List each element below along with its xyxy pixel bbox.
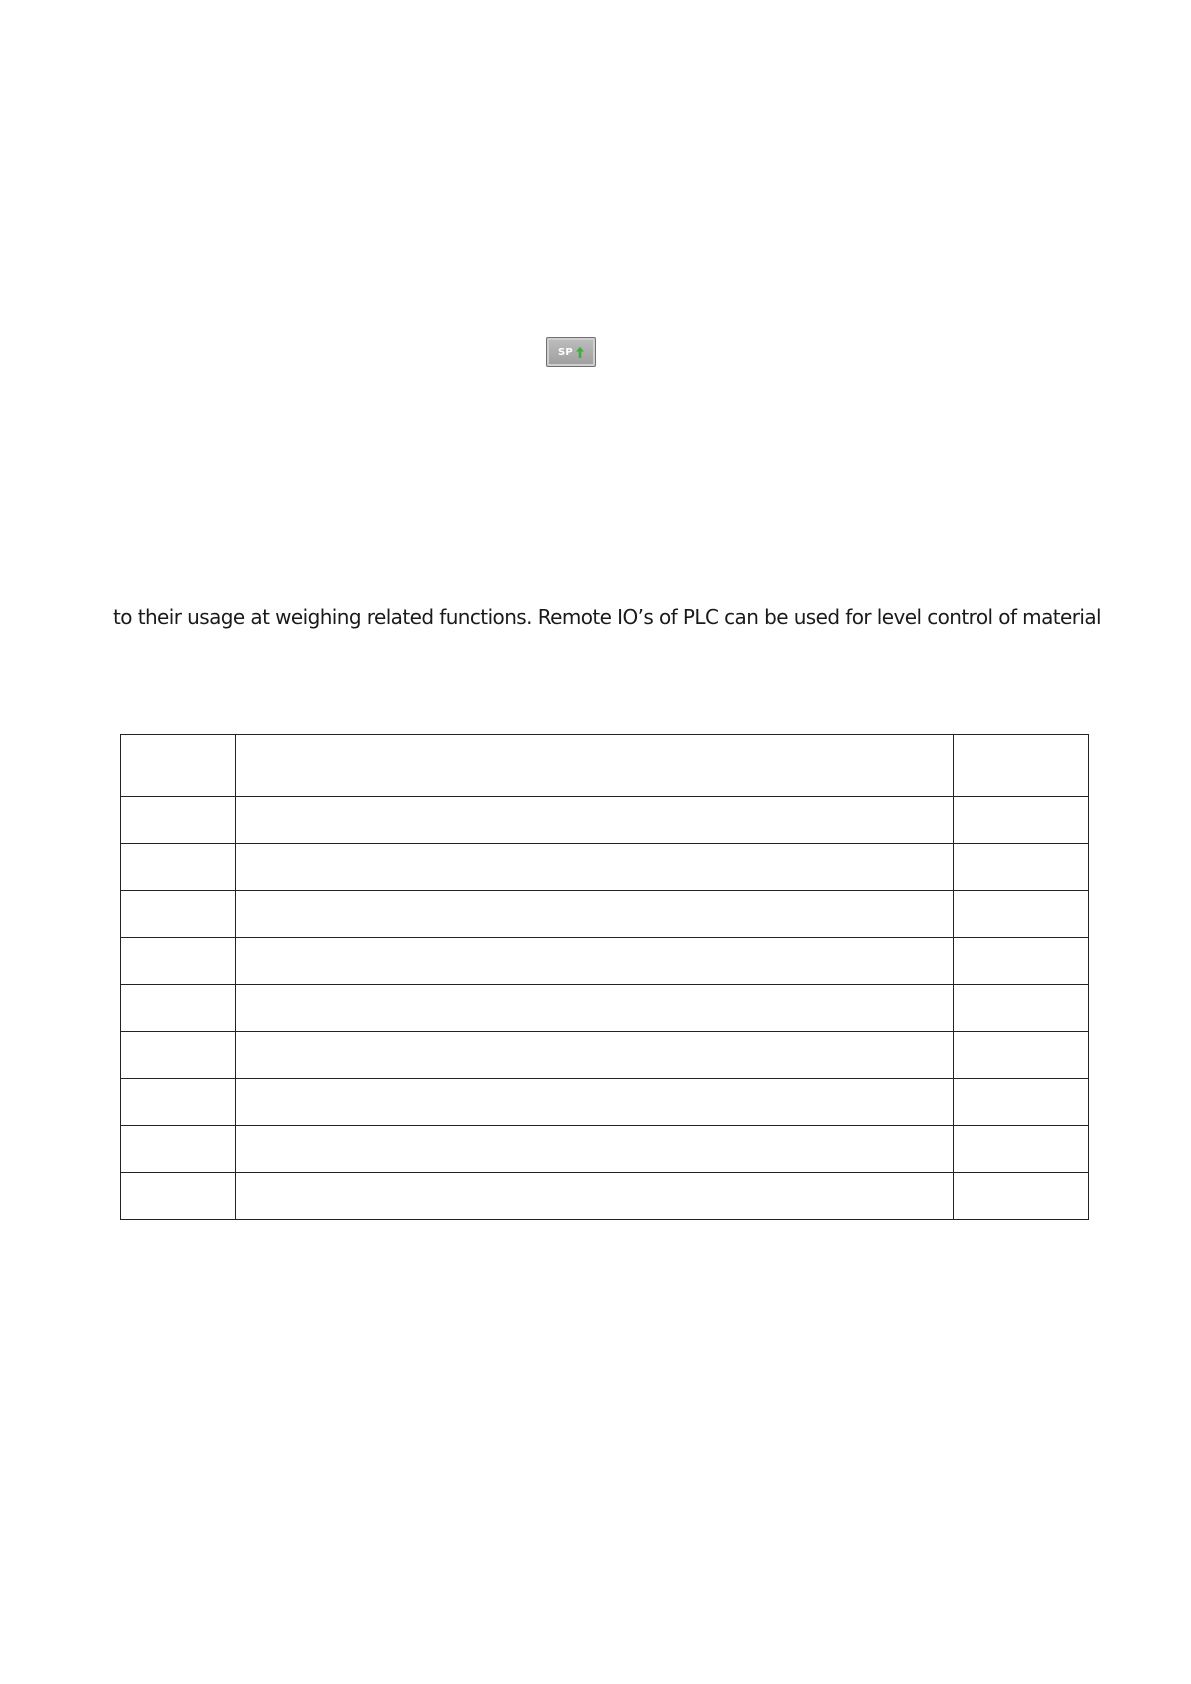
body-text-line: to their usage at weighing related functions. Remote IO’s of PLC can be used for level control of material xyxy=(113,605,1102,629)
table-cell xyxy=(954,844,1089,891)
table-row xyxy=(121,985,1089,1032)
table-cell xyxy=(954,938,1089,985)
table-row xyxy=(121,891,1089,938)
table-row xyxy=(121,938,1089,985)
table-cell xyxy=(954,797,1089,844)
table-cell xyxy=(236,1032,954,1079)
table-header-cell xyxy=(121,735,236,797)
table-header-cell xyxy=(236,735,954,797)
table-cell xyxy=(236,1173,954,1220)
table-cell xyxy=(236,938,954,985)
table-row xyxy=(121,797,1089,844)
table-cell xyxy=(236,1079,954,1126)
table-cell xyxy=(121,844,236,891)
table-cell xyxy=(236,844,954,891)
table-cell xyxy=(236,891,954,938)
table-header-cell xyxy=(954,735,1089,797)
table-cell xyxy=(121,1079,236,1126)
table-cell xyxy=(954,1126,1089,1173)
table-cell xyxy=(121,985,236,1032)
table-cell xyxy=(954,1173,1089,1220)
table-cell xyxy=(121,1126,236,1173)
table-cell xyxy=(954,891,1089,938)
table-row xyxy=(121,1126,1089,1173)
data-table xyxy=(120,734,1089,1220)
table-cell xyxy=(236,797,954,844)
table-row xyxy=(121,1032,1089,1079)
table-cell xyxy=(121,1173,236,1220)
table-cell xyxy=(954,985,1089,1032)
table-row xyxy=(121,1079,1089,1126)
setpoint-up-key-icon xyxy=(546,337,596,367)
table-cell xyxy=(121,891,236,938)
table-cell xyxy=(121,938,236,985)
table-row xyxy=(121,1173,1089,1220)
table-header-row xyxy=(121,735,1089,797)
table-cell xyxy=(121,1032,236,1079)
table-cell xyxy=(121,797,236,844)
table-cell xyxy=(954,1032,1089,1079)
table-cell xyxy=(236,1126,954,1173)
table-cell xyxy=(954,1079,1089,1126)
table-cell xyxy=(236,985,954,1032)
green-up-arrow-icon xyxy=(576,347,584,358)
table-row xyxy=(121,844,1089,891)
setpoint-key-label: SP xyxy=(558,346,573,358)
